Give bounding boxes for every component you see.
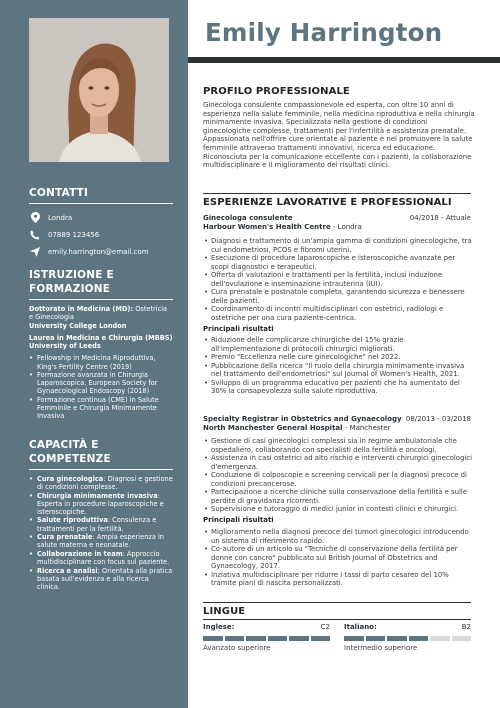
language-level-segment — [344, 636, 364, 641]
degree-2 — [29, 334, 173, 351]
language-level-segment — [409, 636, 429, 641]
language-level-segment — [289, 636, 309, 641]
language-level-segment — [225, 636, 245, 641]
job-2-results — [203, 528, 473, 588]
language-level-segment — [311, 636, 331, 641]
skills-list — [29, 475, 173, 591]
list-item: • Riduzione delle complicanze chirurgiche del 15% grazie all'implementazione di protocolli chirurgici migliorati. — [203, 336, 473, 353]
education-title — [29, 268, 173, 300]
job-2-dates: 08/2013 - 03/2018 — [405, 415, 471, 423]
list-item: • Fellowship in Medicina Riproduttiva, King's Fertility Centre (2019) — [29, 354, 173, 370]
degree-2-title: Laurea in Medicina e Chirurgia (MBBS) — [29, 333, 173, 342]
list-item — [29, 492, 173, 516]
location-pin-icon — [29, 212, 41, 224]
language-level-segment — [246, 636, 266, 641]
list-item: • Premio "Eccellenza nelle cure ginecologiche" nel 2022. — [203, 353, 473, 362]
skill-name: Salute riproduttiva — [37, 516, 108, 525]
language-level-segment — [430, 636, 450, 641]
language-level-bar — [344, 636, 471, 641]
skill-name: Chirurgia minimamente invasiva — [37, 491, 158, 500]
phone-icon — [29, 229, 41, 241]
list-item: • Formazione avanzata in Chirurgia Laparoscopica, European Society for Gynaecological Endoscopy (2018) — [29, 371, 173, 395]
profile-title: PROFILO PROFESSIONALE — [203, 86, 350, 97]
contact-email-text[interactable]: emily.harrington@email.com — [48, 247, 149, 256]
language-level-text: Intermedio superiore — [344, 644, 418, 652]
job-1-employer: Harbour Women's Health Centre — [203, 222, 331, 231]
list-item: • Conduzione di colposcopie e screening cervicali per la diagnosi precoce di condizioni precancerose. — [203, 471, 473, 488]
skill-desc: : Diagnosi e gestione di condizioni complesse. — [37, 475, 173, 492]
degree-1-detail: Ostetricia e Ginecologia — [29, 305, 168, 322]
languages-title: LINGUE — [203, 606, 246, 617]
section-divider — [203, 619, 471, 620]
job-2-duties — [203, 437, 473, 514]
list-item: • Assistenza in casi ostetrici ad alto rischio e interventi chirurgici ginecologici d'emergenza. — [203, 454, 473, 471]
list-item: • Co-autore di un articolo su "Tecniche di conservazione della fertilità per donne con cancro" pubblicato sul British Journal of Obstetrics and Gynaecology, 2017. — [203, 545, 473, 571]
degree-1-title: Dottorato in Medicina (MD): — [29, 305, 134, 313]
list-item: • Sviluppo di un programma educativo per pazienti che ha aumentato del 30% la consapevolezza sulla salute riproduttiva. — [203, 379, 473, 396]
list-item — [29, 516, 173, 532]
section-divider — [203, 193, 471, 194]
main-content — [188, 0, 500, 708]
sidebar — [0, 0, 188, 708]
education-list — [29, 354, 173, 420]
list-item — [29, 567, 173, 591]
language-level-bar — [203, 636, 330, 641]
list-item: • Coordinamento di incontri multidisciplinari con ostetrici, radiologi e ostetriche per una cura paziente-centrica. — [203, 305, 473, 322]
skill-desc: : Consulenza e trattamenti per la fertilità. — [37, 516, 157, 533]
contact-phone — [29, 226, 173, 243]
skill-desc: : Orientata alla pratica basata sull'evidenza e alla ricerca clinica. — [37, 566, 173, 591]
language-name: Italiano: — [344, 623, 377, 631]
skill-name: Cura prenatale — [37, 533, 93, 542]
list-item: • Supervisione e tutoraggio di medici junior in contesti clinici e chirurgici. — [203, 505, 473, 514]
language-level-segment — [268, 636, 288, 641]
language-level-text: Avanzato superiore — [203, 644, 271, 652]
list-item: • Offerta di valutazioni e trattamenti per la fertilità, inclusi induzione dell'ovulazione e inseminazione intrauterina (IUI). — [203, 271, 473, 288]
job-2-place: - Manchester — [342, 423, 391, 432]
skills-section — [29, 438, 173, 591]
skill-desc: : Ampia esperienza in salute materna e neonatale. — [37, 533, 164, 550]
candidate-name: Emily Harrington — [205, 18, 443, 47]
language-level-segment — [387, 636, 407, 641]
job-1-results — [203, 336, 473, 396]
degree-1-school: University College London — [29, 321, 127, 330]
language-name: Inglese: — [203, 623, 235, 631]
education-title-line1: ISTRUZIONE E — [29, 269, 114, 281]
job-1-role: Ginecologa consulente — [203, 214, 293, 222]
contact-location-text: Londra — [48, 213, 73, 222]
language-italian — [344, 623, 471, 652]
skill-name: Ricerca e analisi — [37, 566, 98, 575]
list-item: • Esecuzione di procedure laparoscopiche e isteroscopiche avanzate per scopi diagnostici e terapeutici. — [203, 254, 473, 271]
list-item: • Inziativa multidisciplinare per ridurre i tassi di parto cesareo del 10% tramite piani di nascita personalizzati. — [203, 571, 473, 588]
job-2-role: Specialty Registrar in Obstetrics and Gynaecology — [203, 415, 402, 423]
job-1-place: - Londra — [330, 222, 362, 231]
job-1-dates: 04/2018 - Attuale — [409, 214, 471, 222]
list-item: • Pubblicazione della ricerca "Il ruolo della chirurgia minimamente invasiva nel trattamento dell'endometriosi" sul Journal of Women's Health, 2021. — [203, 362, 473, 379]
language-level-segment — [203, 636, 223, 641]
skills-title: CAPACITÀ E COMPETENZE — [29, 438, 173, 470]
job-2-header — [203, 415, 471, 432]
list-item: • Gestione di casi ginecologici complessi sia in regime ambulatoriale che ospedaliero, collaborando con specialisti della fertilità e oncologi. — [203, 437, 473, 454]
list-item: • Cura prenatale e postnatale completa, garantendo sicurezza e benessere delle pazienti. — [203, 288, 473, 305]
language-code: C2 — [320, 623, 330, 631]
send-icon — [29, 246, 41, 258]
skill-name: Cura ginecologica — [37, 475, 104, 483]
skill-name: Collaborazione in team — [37, 549, 123, 558]
list-item: • Miglioramento nella diagnosi precoce dei tumori ginecologici introducendo un sistema di riferimento rapido. — [203, 528, 473, 545]
job-2-employer: North Manchester General Hospital — [203, 423, 343, 432]
contacts-section — [29, 186, 173, 260]
contact-location — [29, 209, 173, 226]
job-1-duties — [203, 237, 473, 322]
language-level-segment — [366, 636, 386, 641]
education-section — [29, 268, 173, 421]
job-1-results-title: Principali risultati — [203, 325, 274, 333]
profile-text: Ginecologa consulente compassionevole ed esperta, con oltre 10 anni di esperienza nella salute femminile, nella medicina riproduttiva e nella chirurgia minimamente invasiva. Specializzata nella gestione di condizioni ginecologiche complesse, trattamenti per l'infertilità e assistenza prenatale. Appassionata nell'offrire cure orientate al paziente e nel promuovere la salute femminile attraverso trattamenti innovativi, ricerca ed educazione. Riconosciuta per la comunicazione eccellente con i pazienti, la collaborazione multidisciplinare e il miglioramento dei risultati clinici. — [203, 101, 475, 170]
list-item: • Partecipazione a ricerche cliniche sulla conservazione della fertilità e sulle perdite di gravidanza ricorrenti. — [203, 488, 473, 505]
language-code: B2 — [461, 623, 471, 631]
header-rule — [188, 57, 500, 63]
experience-title: ESPERIENZE LAVORATIVE E PROFESSIONALI — [203, 197, 452, 208]
list-item — [29, 533, 173, 549]
language-english — [203, 623, 330, 652]
job-1-header — [203, 214, 471, 231]
list-item: • Formazione continua (CME) in Salute Femminile e Chirurgia Minimamente Invasiva — [29, 396, 173, 420]
degree-2-school: University of Leeds — [29, 342, 101, 351]
degree-1 — [29, 305, 173, 330]
contact-email[interactable] — [29, 243, 173, 260]
profile-photo — [29, 18, 169, 162]
contact-phone-text: 07889 123456 — [48, 230, 100, 239]
section-divider — [203, 602, 471, 603]
education-title-line2: FORMAZIONE — [29, 283, 111, 295]
contacts-title: CONTATTI — [29, 186, 173, 204]
skill-desc: : Esperta in procedure laparoscopiche e isteroscopiche. — [37, 491, 164, 516]
list-item: • Diagnosi e trattamento di un'ampia gamma di condizioni ginecologiche, tra cui endometriosi, PCOS e fibromi uterini. — [203, 237, 473, 254]
list-item — [29, 475, 173, 491]
language-level-segment — [452, 636, 472, 641]
skill-desc: : Approccio multidisciplinare con focus sul paziente. — [37, 549, 170, 566]
job-2-results-title: Principali risultati — [203, 516, 274, 524]
list-item — [29, 550, 173, 566]
